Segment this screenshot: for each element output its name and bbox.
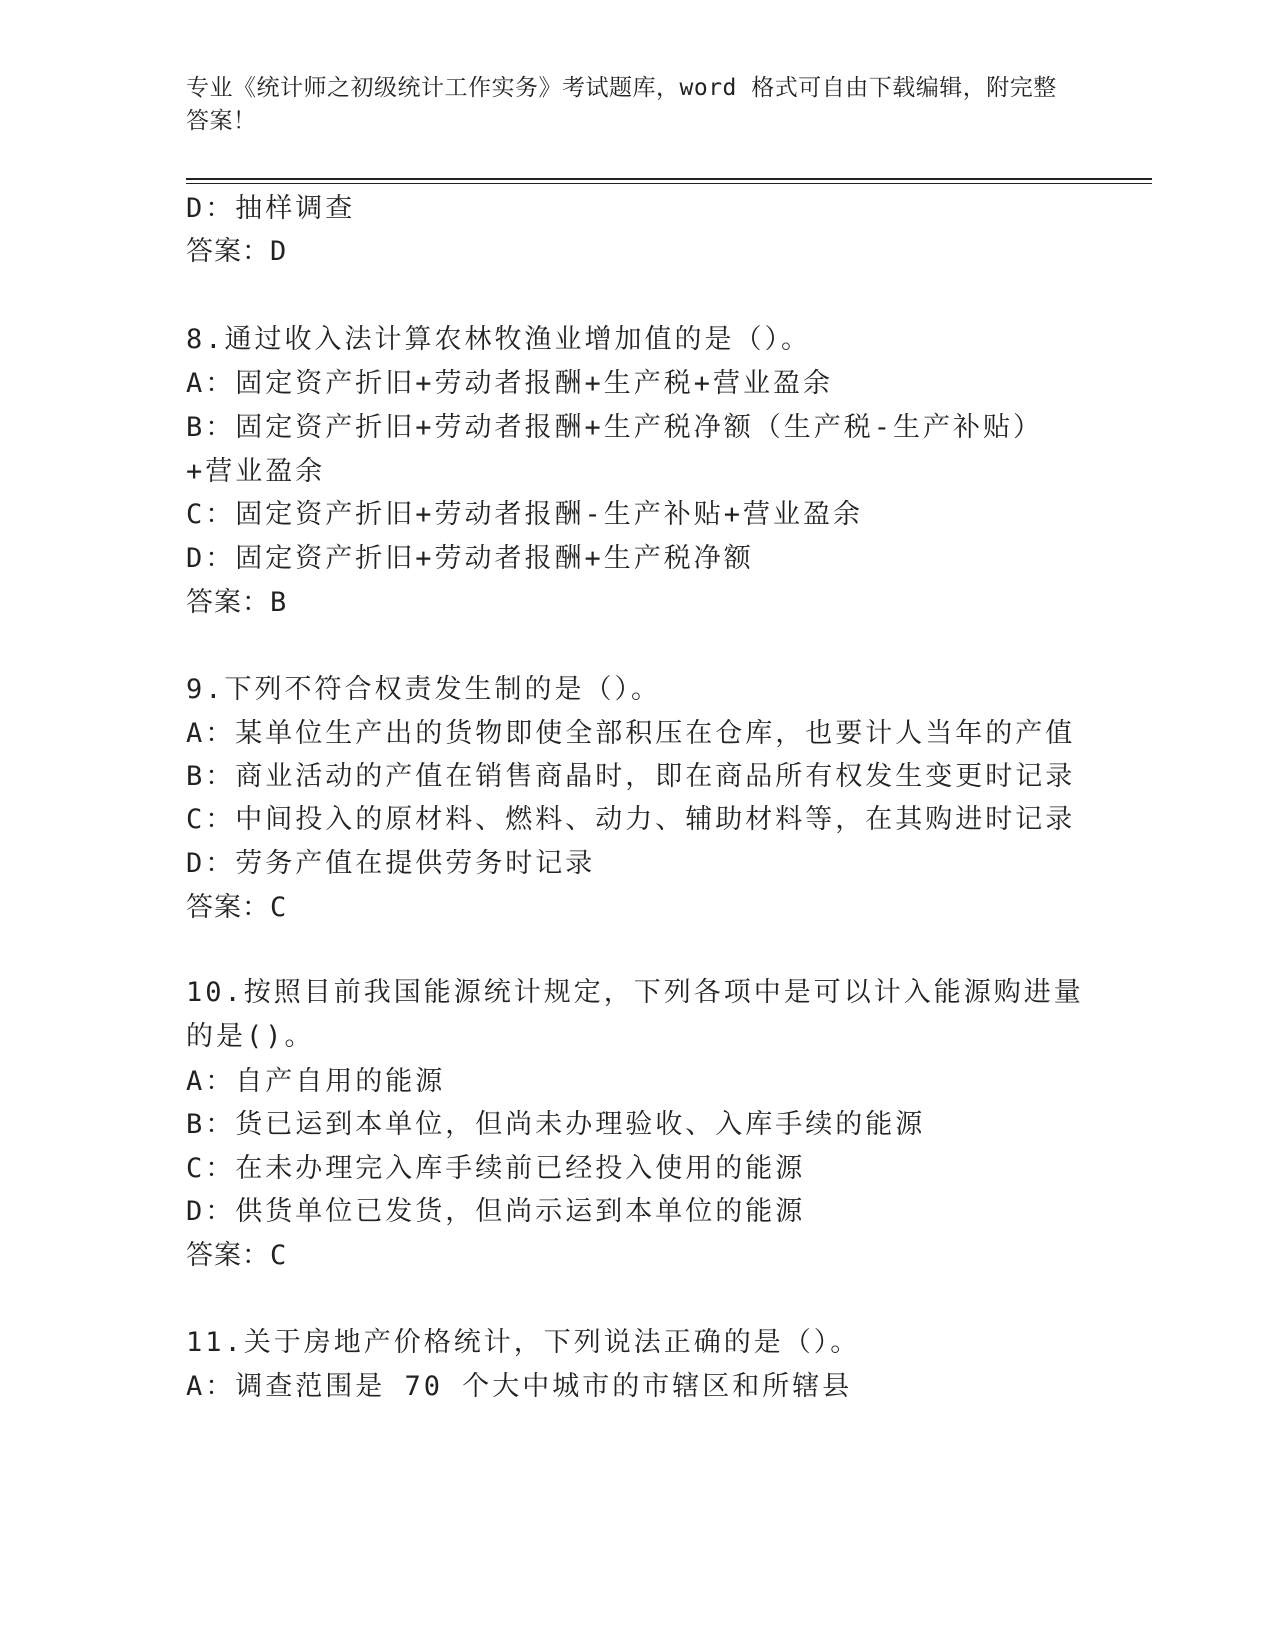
q9-option-d: D：劳务产值在提供劳务时记录 [186, 848, 596, 879]
document-header: 专业《统计师之初级统计工作实务》考试题库，word 格式可自由下载编辑，附完整答案！ [186, 75, 1057, 134]
header-divider [186, 178, 1152, 180]
q9-stem: 9.下列不符合权责发生制的是（）。 [186, 674, 662, 705]
q10-answer: 答案：C [186, 1240, 288, 1271]
q7-answer: 答案：D [186, 236, 288, 267]
q9-answer: 答案：C [186, 892, 288, 923]
q8-option-b: B：固定资产折旧+劳动者报酬+生产税净额（生产税-生产补贴）+营业盈余 [186, 412, 1044, 487]
q10-option-d: D：供货单位已发货，但尚示运到本单位的能源 [186, 1196, 806, 1227]
q8-option-d: D：固定资产折旧+劳动者报酬+生产税净额 [186, 543, 754, 574]
q8-stem: 8.通过收入法计算农林牧渔业增加值的是（）。 [186, 324, 812, 355]
q7-option-d: D：抽样调查 [186, 193, 356, 224]
q10-stem: 10.按照目前我国能源统计规定，下列各项中是可以计入能源购进量的是()。 [186, 977, 1084, 1052]
q10-option-b: B：货已运到本单位，但尚未办理验收、入库手续的能源 [186, 1109, 926, 1140]
q10-option-a: A：自产自用的能源 [186, 1066, 446, 1097]
q8-option-a: A：固定资产折旧+劳动者报酬+生产税+营业盈余 [186, 368, 834, 399]
q8-option-c: C：固定资产折旧+劳动者报酬-生产补贴+营业盈余 [186, 499, 864, 530]
q11-stem: 11.关于房地产价格统计，下列说法正确的是（）。 [186, 1327, 861, 1358]
q9-option-a: A：某单位生产出的货物即使全部积压在仓库，也要计人当年的产值 [186, 718, 1076, 749]
q9-option-c: C：中间投入的原材料、燃料、动力、辅助材料等，在其购进时记录 [186, 804, 1076, 835]
q10-option-c: C：在未办理完入库手续前已经投入使用的能源 [186, 1153, 806, 1184]
q9-option-b: B：商业活动的产值在销售商晶时，即在商品所有权发生变更时记录 [186, 761, 1076, 792]
q11-option-a: A：调查范围是 70 个大中城市的市辖区和所辖县 [186, 1371, 853, 1402]
q8-answer: 答案：B [186, 587, 288, 618]
header-divider-thin [186, 183, 1152, 184]
